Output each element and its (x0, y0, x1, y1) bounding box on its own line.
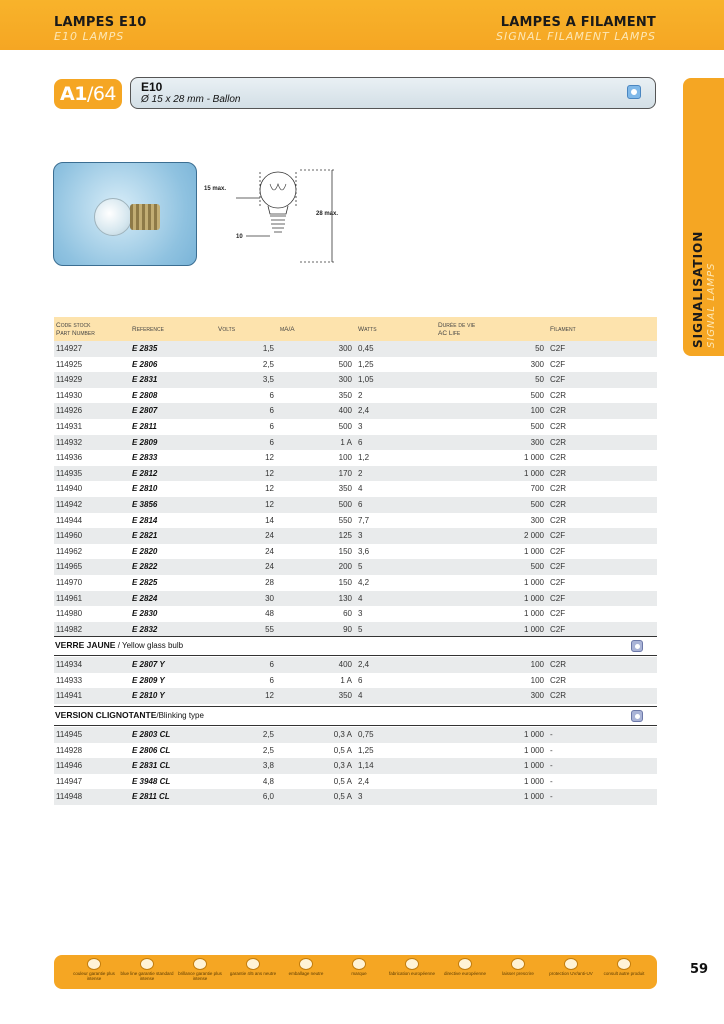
cell-watts: 1,25 (356, 743, 436, 759)
cell-volts: 3,8 (216, 758, 278, 774)
cell-code: 114925 (54, 357, 130, 373)
table-row (54, 419, 657, 435)
cell-ma: 90 (278, 622, 356, 638)
cell-reference: E 2806 CL (130, 743, 216, 759)
cell-reference: E 2807 Y (130, 657, 216, 673)
cell-life: 1 000 (436, 544, 548, 560)
cell-reference: E 2831 (130, 372, 216, 388)
bulb-type-icon (631, 710, 643, 722)
cell-reference: E 2821 (130, 528, 216, 544)
header-right (496, 15, 656, 43)
cell-ma: 300 (278, 372, 356, 388)
legend-label: brillance garantie plus intense (178, 971, 222, 981)
section-code-light: /64 (86, 83, 117, 105)
cell-ma: 60 (278, 606, 356, 622)
col-header-ma: mA/A (278, 317, 356, 341)
cell-reference: E 2825 (130, 575, 216, 591)
cell-life: 100 (436, 403, 548, 419)
cell-volts: 24 (216, 528, 278, 544)
cell-watts: 0,75 (356, 727, 436, 743)
cell-filament: C2F (548, 544, 657, 560)
cell-code: 114962 (54, 544, 130, 560)
cell-filament: C2R (548, 450, 657, 466)
cell-ma: 350 (278, 688, 356, 704)
cell-ma: 550 (278, 513, 356, 529)
cell-filament: C2R (548, 388, 657, 404)
cell-life: 1 000 (436, 450, 548, 466)
legend-icon (140, 958, 154, 970)
cell-life: 100 (436, 657, 548, 673)
cell-ma: 0,5 A (278, 743, 356, 759)
cell-filament: C2F (548, 591, 657, 607)
cell-watts: 4,2 (356, 575, 436, 591)
cell-volts: 2,5 (216, 743, 278, 759)
cell-ma: 500 (278, 419, 356, 435)
cell-watts: 2,4 (356, 774, 436, 790)
cell-filament: C2R (548, 481, 657, 497)
cell-watts: 5 (356, 622, 436, 638)
cell-watts: 7,7 (356, 513, 436, 529)
cell-ma: 200 (278, 559, 356, 575)
cell-watts: 3 (356, 528, 436, 544)
bulb-base-image (130, 204, 160, 230)
legend-label: consult autre produit (603, 971, 645, 976)
section-title: E10 (141, 80, 163, 94)
legend-icon (458, 958, 472, 970)
cell-ma: 500 (278, 497, 356, 513)
cell-watts: 6 (356, 497, 436, 513)
table-row (54, 688, 657, 704)
cell-life: 300 (436, 357, 548, 373)
cell-filament: C2R (548, 419, 657, 435)
legend-label: couleur garantie plus intense (73, 971, 115, 981)
cell-filament: - (548, 774, 657, 790)
table-row (54, 622, 657, 638)
cell-life: 300 (436, 688, 548, 704)
table-row (54, 388, 657, 404)
cell-life: 1 000 (436, 743, 548, 759)
table-row (54, 450, 657, 466)
cell-reference: E 2820 (130, 544, 216, 560)
width-dimension-label: 15 max. (204, 186, 227, 192)
table-row (54, 341, 657, 357)
cell-life: 1 000 (436, 727, 548, 743)
legend-icon (511, 958, 525, 970)
cell-filament: C2F (548, 622, 657, 638)
legend-icon (617, 958, 631, 970)
cell-watts: 1,25 (356, 357, 436, 373)
cell-reference: E 2833 (130, 450, 216, 466)
cell-volts: 48 (216, 606, 278, 622)
legend-icon (193, 958, 207, 970)
cell-volts: 6 (216, 435, 278, 451)
cell-watts: 2,4 (356, 657, 436, 673)
cell-volts: 24 (216, 544, 278, 560)
legend-icon (405, 958, 419, 970)
cell-filament: C2F (548, 341, 657, 357)
cell-life: 500 (436, 419, 548, 435)
cell-watts: 1,14 (356, 758, 436, 774)
height-dimension-label: 28 max. (316, 211, 339, 217)
cell-volts: 6 (216, 403, 278, 419)
legend-label: protection UV/anti-UV (549, 971, 593, 976)
cell-reference: E 2803 CL (130, 727, 216, 743)
cell-code: 114970 (54, 575, 130, 591)
cell-ma: 100 (278, 450, 356, 466)
cell-volts: 12 (216, 688, 278, 704)
cell-reference: E 2807 (130, 403, 216, 419)
table-row (54, 372, 657, 388)
cell-reference: E 3948 CL (130, 774, 216, 790)
cell-volts: 24 (216, 559, 278, 575)
col-header-code: Code stock Part Number (54, 317, 130, 341)
table-row (54, 559, 657, 575)
section-code-badge (54, 79, 122, 109)
cell-volts: 1,5 (216, 341, 278, 357)
cell-volts: 12 (216, 450, 278, 466)
cell-code: 114928 (54, 743, 130, 759)
header-right-title: LAMPES A FILAMENT (500, 15, 656, 30)
bulb-type-icon (631, 640, 643, 652)
legend-item (119, 958, 175, 981)
table-row (54, 606, 657, 622)
cell-code: 114982 (54, 622, 130, 638)
table-row (54, 673, 657, 689)
cell-watts: 1,2 (356, 450, 436, 466)
lamp-table (54, 317, 657, 637)
cell-reference: E 2810 (130, 481, 216, 497)
cell-reference: E 2809 (130, 435, 216, 451)
cell-ma: 1 A (278, 435, 356, 451)
cell-volts: 2,5 (216, 357, 278, 373)
legend-label: emballage neutre (288, 971, 324, 976)
cell-code: 114935 (54, 466, 130, 482)
legend-icon (352, 958, 366, 970)
cell-code: 114965 (54, 559, 130, 575)
cell-volts: 2,5 (216, 727, 278, 743)
side-tab-title: SIGNALISATION (691, 230, 705, 348)
cell-volts: 6 (216, 657, 278, 673)
cell-reference: E 2835 (130, 341, 216, 357)
product-photo (53, 162, 197, 266)
legend-label: marque (351, 971, 367, 976)
cell-watts: 2 (356, 466, 436, 482)
yellow-section-header (54, 636, 657, 656)
cell-ma: 1 A (278, 673, 356, 689)
bulb-glass-image (94, 198, 132, 236)
legend-label: laisser prescrire (502, 971, 534, 976)
cell-filament: C2R (548, 673, 657, 689)
cell-life: 1 000 (436, 622, 548, 638)
cell-reference: E 2810 Y (130, 688, 216, 704)
legend-icon (87, 958, 101, 970)
cell-reference: E 2812 (130, 466, 216, 482)
cell-volts: 28 (216, 575, 278, 591)
cell-filament: - (548, 758, 657, 774)
cell-code: 114927 (54, 341, 130, 357)
section-title-bar (130, 77, 656, 109)
cell-reference: E 2808 (130, 388, 216, 404)
blinking-section-subtitle: /Blinking type (156, 711, 204, 720)
cell-ma: 350 (278, 481, 356, 497)
cell-reference: E 2814 (130, 513, 216, 529)
legend-label: blue line garantie standard intense (120, 971, 174, 981)
cell-code: 114940 (54, 481, 130, 497)
dimension-drawing (200, 158, 360, 273)
cell-volts: 12 (216, 497, 278, 513)
bulb-type-icon (627, 85, 641, 99)
cell-filament: C2F (548, 357, 657, 373)
cell-watts: 1,05 (356, 372, 436, 388)
legend-icon (564, 958, 578, 970)
cell-watts: 6 (356, 435, 436, 451)
cell-watts: 3,6 (356, 544, 436, 560)
cell-code: 114933 (54, 673, 130, 689)
cell-life: 700 (436, 481, 548, 497)
cell-reference: E 2822 (130, 559, 216, 575)
table-row (54, 435, 657, 451)
cell-life: 500 (436, 559, 548, 575)
table-row (54, 591, 657, 607)
cell-filament: C2F (548, 559, 657, 575)
cell-filament: C2R (548, 513, 657, 529)
section-subtitle: Ø 15 x 28 mm - Ballon (141, 94, 241, 105)
cell-life: 500 (436, 388, 548, 404)
cell-filament: - (548, 789, 657, 805)
cell-code: 114947 (54, 774, 130, 790)
cell-life: 300 (436, 435, 548, 451)
cell-life: 1 000 (436, 591, 548, 607)
cell-ma: 150 (278, 544, 356, 560)
cell-filament: C2F (548, 575, 657, 591)
cell-filament: C2F (548, 606, 657, 622)
cell-filament: C2R (548, 497, 657, 513)
legend-item (490, 958, 546, 976)
cell-watts: 3 (356, 419, 436, 435)
cell-filament: - (548, 743, 657, 759)
cell-watts: 4 (356, 481, 436, 497)
cell-volts: 6 (216, 388, 278, 404)
header-left (54, 15, 147, 43)
cell-filament: C2R (548, 435, 657, 451)
table-row (54, 403, 657, 419)
legend-item (66, 958, 122, 981)
cell-life: 500 (436, 497, 548, 513)
cell-filament: C2R (548, 403, 657, 419)
cell-code: 114944 (54, 513, 130, 529)
cell-watts: 2 (356, 388, 436, 404)
header-left-title: LAMPES E10 (54, 15, 147, 30)
legend-label: directive européenne (443, 971, 487, 976)
blinking-lamp-table (54, 727, 657, 805)
cell-code: 114934 (54, 657, 130, 673)
blinking-section-title: VERSION CLIGNOTANTE (55, 710, 157, 720)
cell-ma: 500 (278, 357, 356, 373)
cell-code: 114945 (54, 727, 130, 743)
legend-item (596, 958, 652, 976)
cell-watts: 2,4 (356, 403, 436, 419)
yellow-lamp-table (54, 657, 657, 704)
side-tab-subtitle: SIGNAL LAMPS (706, 262, 717, 348)
cell-life: 2 000 (436, 528, 548, 544)
cell-watts: 6 (356, 673, 436, 689)
col-header-life: Durée de vie AC Life (436, 317, 548, 341)
cell-code: 114948 (54, 789, 130, 805)
cell-watts: 5 (356, 559, 436, 575)
cell-filament: C2R (548, 688, 657, 704)
legend-icon (299, 958, 313, 970)
cell-ma: 0,3 A (278, 758, 356, 774)
cell-life: 1 000 (436, 758, 548, 774)
cell-life: 50 (436, 341, 548, 357)
base-dimension-label: 10 (236, 234, 243, 240)
header-right-subtitle: SIGNAL FILAMENT LAMPS (496, 30, 656, 43)
legend-icon (246, 958, 260, 970)
table-row (54, 575, 657, 591)
section-code-strong: A1 (60, 83, 87, 105)
cell-code: 114929 (54, 372, 130, 388)
cell-ma: 150 (278, 575, 356, 591)
cell-reference: E 2806 (130, 357, 216, 373)
cell-reference: E 2831 CL (130, 758, 216, 774)
legend-label: fabrication européenne (388, 971, 436, 976)
cell-code: 114932 (54, 435, 130, 451)
cell-code: 114946 (54, 758, 130, 774)
legend-item (331, 958, 387, 976)
legend-item (278, 958, 334, 976)
cell-code: 114942 (54, 497, 130, 513)
cell-volts: 3,5 (216, 372, 278, 388)
cell-reference: E 2830 (130, 606, 216, 622)
cell-filament: C2F (548, 528, 657, 544)
cell-ma: 400 (278, 657, 356, 673)
cell-watts: 4 (356, 591, 436, 607)
cell-volts: 12 (216, 466, 278, 482)
cell-volts: 14 (216, 513, 278, 529)
cell-life: 1 000 (436, 606, 548, 622)
legend-item (437, 958, 493, 976)
cell-life: 1 000 (436, 575, 548, 591)
cell-volts: 30 (216, 591, 278, 607)
cell-ma: 300 (278, 341, 356, 357)
table-row (54, 774, 657, 790)
cell-filament: C2R (548, 657, 657, 673)
cell-code: 114980 (54, 606, 130, 622)
legend-item (225, 958, 281, 976)
table-row (54, 497, 657, 513)
table-row (54, 789, 657, 805)
legend-item (543, 958, 599, 976)
cell-watts: 3 (356, 789, 436, 805)
cell-filament: C2R (548, 466, 657, 482)
legend-item (172, 958, 228, 981)
cell-life: 100 (436, 673, 548, 689)
table-row (54, 657, 657, 673)
cell-reference: E 2832 (130, 622, 216, 638)
col-header-volts: Volts (216, 317, 278, 341)
cell-reference: E 2811 (130, 419, 216, 435)
col-header-reference: Reference (130, 317, 216, 341)
legend-label: garantie 4/5 ans neutre (229, 971, 277, 976)
cell-watts: 0,45 (356, 341, 436, 357)
cell-code: 114936 (54, 450, 130, 466)
cell-filament: C2F (548, 372, 657, 388)
cell-ma: 130 (278, 591, 356, 607)
cell-reference: E 3856 (130, 497, 216, 513)
legend-item (384, 958, 440, 976)
cell-reference: E 2824 (130, 591, 216, 607)
cell-volts: 6 (216, 673, 278, 689)
cell-filament: - (548, 727, 657, 743)
cell-code: 114930 (54, 388, 130, 404)
cell-code: 114960 (54, 528, 130, 544)
table-header-row (54, 317, 657, 341)
cell-reference: E 2811 CL (130, 789, 216, 805)
cell-ma: 125 (278, 528, 356, 544)
table-row (54, 544, 657, 560)
col-header-watts: Watts (356, 317, 436, 341)
table-row (54, 513, 657, 529)
cell-ma: 0,3 A (278, 727, 356, 743)
cell-volts: 4,8 (216, 774, 278, 790)
cell-life: 1 000 (436, 789, 548, 805)
col-header-filament: Filament (548, 317, 657, 341)
yellow-section-title: VERRE JAUNE (55, 640, 116, 650)
cell-watts: 4 (356, 688, 436, 704)
cell-ma: 400 (278, 403, 356, 419)
cell-life: 1 000 (436, 466, 548, 482)
yellow-section-subtitle: / Yellow glass bulb (115, 641, 184, 650)
page-number: 59 (690, 962, 709, 977)
table-row (54, 528, 657, 544)
cell-code: 114941 (54, 688, 130, 704)
table-row (54, 743, 657, 759)
cell-volts: 12 (216, 481, 278, 497)
table-row (54, 758, 657, 774)
cell-volts: 6 (216, 419, 278, 435)
cell-code: 114961 (54, 591, 130, 607)
cell-code: 114931 (54, 419, 130, 435)
header-left-subtitle: E10 LAMPS (54, 30, 125, 43)
side-tab (683, 78, 724, 356)
cell-life: 1 000 (436, 774, 548, 790)
cell-ma: 350 (278, 388, 356, 404)
legend-band (54, 955, 657, 989)
cell-volts: 6,0 (216, 789, 278, 805)
blinking-section-header (54, 706, 657, 726)
cell-ma: 0,5 A (278, 789, 356, 805)
cell-reference: E 2809 Y (130, 673, 216, 689)
cell-life: 300 (436, 513, 548, 529)
table-row (54, 357, 657, 373)
cell-ma: 0,5 A (278, 774, 356, 790)
table-row (54, 727, 657, 743)
table-row (54, 466, 657, 482)
cell-life: 50 (436, 372, 548, 388)
cell-watts: 3 (356, 606, 436, 622)
cell-volts: 55 (216, 622, 278, 638)
cell-code: 114926 (54, 403, 130, 419)
cell-ma: 170 (278, 466, 356, 482)
table-row (54, 481, 657, 497)
